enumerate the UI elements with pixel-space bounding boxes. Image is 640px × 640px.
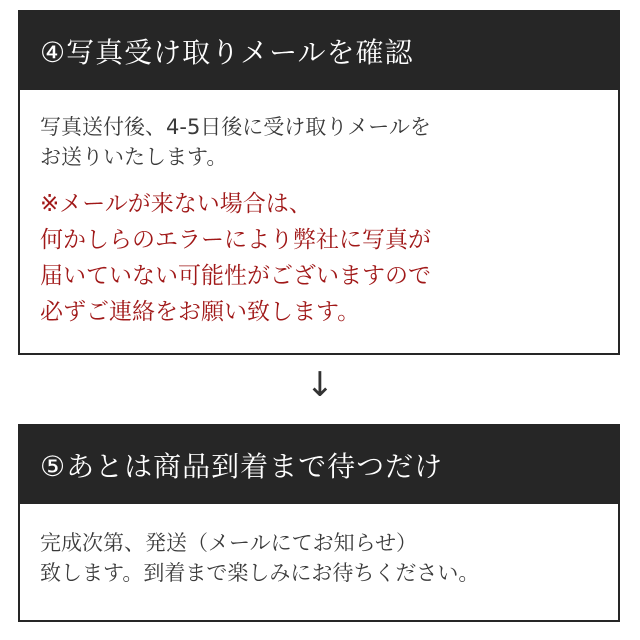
step-5-header — [20, 426, 618, 504]
step-5-body-line: 完成次第、発送（メールにてお知らせ） — [40, 531, 417, 555]
down-arrow-icon: ↓ — [305, 365, 335, 405]
step-5-body — [20, 504, 618, 588]
warning-line: 必ずご連絡をお願い致します。 — [40, 299, 361, 325]
step-4-warning — [40, 186, 598, 330]
warning-line: 何かしらのエラーにより弊社に写真が — [40, 227, 431, 253]
step-5-card — [18, 424, 620, 622]
step-4-body-line: 写真送付後、4-5日後に受け取りメールを — [40, 115, 431, 139]
step-4-title: ④写真受け取りメールを確認 — [40, 36, 414, 69]
step-4-body — [20, 90, 618, 330]
warning-line: 届いていない可能性がございますので — [40, 263, 431, 289]
step-4-body-line: お送りいたします。 — [40, 145, 228, 169]
warning-line: ※メールが来ない場合は、 — [40, 191, 312, 217]
step-4-header — [20, 12, 618, 90]
step-5-title: ⑤あとは商品到着まで待つだけ — [40, 450, 444, 483]
step-4-card — [18, 10, 620, 355]
step-5-body-line: 致します。到着まで楽しみにお待ちください。 — [40, 561, 480, 585]
